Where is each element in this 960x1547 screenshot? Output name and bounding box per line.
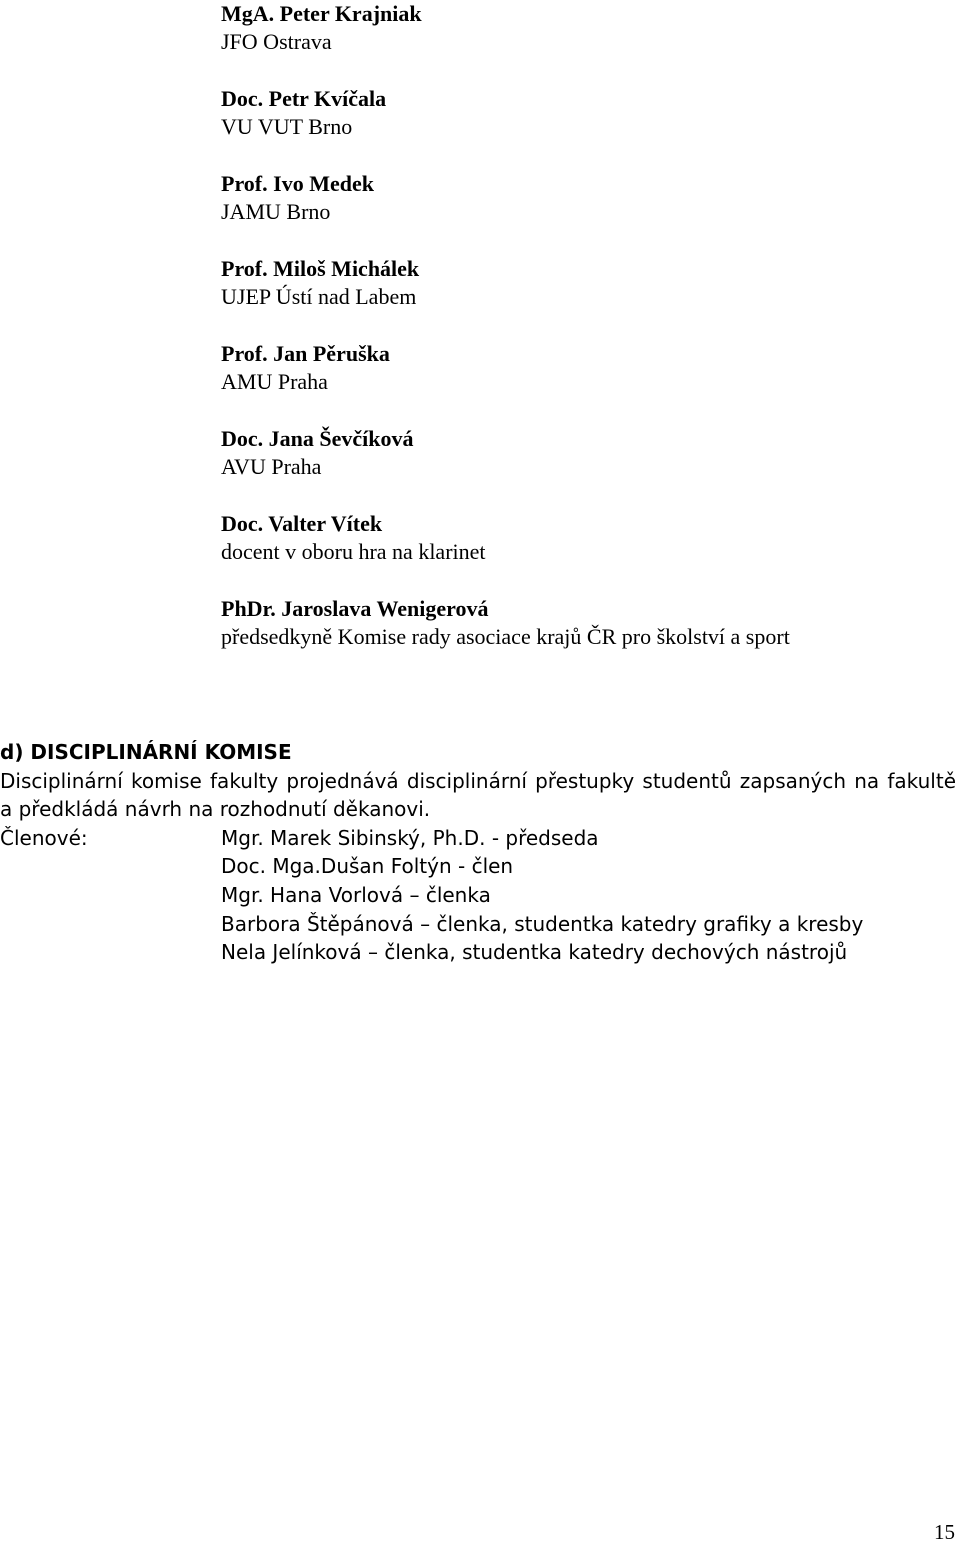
roster-entry: Doc. Mga.Dušan Foltýn - člen <box>221 854 514 879</box>
member-name: Prof. Ivo Medek <box>221 171 374 196</box>
roster-row <box>0 881 960 910</box>
roster-row <box>0 852 960 881</box>
section-heading: d) DISCIPLINÁRNÍ KOMISE <box>0 740 292 764</box>
page-number: 15 <box>934 1520 955 1544</box>
member-entry <box>221 170 941 226</box>
members-label: Členové: <box>0 825 88 850</box>
member-affiliation: předsedkyně Komise rady asociace krajů ČR pro školství a sport <box>221 624 790 649</box>
member-entry <box>221 510 941 566</box>
member-affiliation: AVU Praha <box>221 454 322 479</box>
member-affiliation: UJEP Ústí nad Labem <box>221 284 417 309</box>
section-description: Disciplinární komise fakulty projednává disciplinární přestupky studentů zapsaných na fakultě a předkládá návrh na rozhodnutí děkanovi. <box>0 768 956 822</box>
roster-row <box>0 824 960 853</box>
member-affiliation: docent v oboru hra na klarinet <box>221 539 486 564</box>
roster-row <box>0 910 960 939</box>
roster-row <box>0 938 960 967</box>
member-affiliation: AMU Praha <box>221 369 328 394</box>
member-affiliation: JAMU Brno <box>221 199 331 224</box>
member-name: PhDr. Jaroslava Wenigerová <box>221 596 489 621</box>
member-name: Prof. Jan Pěruška <box>221 341 390 366</box>
member-affiliation: VU VUT Brno <box>221 114 353 139</box>
roster-entry: Mgr. Marek Sibinský, Ph.D. - předseda <box>221 825 599 850</box>
member-entry <box>221 595 941 651</box>
roster-entry: Nela Jelínková – členka, studentka katedry dechových nástrojů <box>221 940 848 965</box>
roster-entry: Mgr. Hana Vorlová – členka <box>221 882 491 907</box>
disciplinary-committee-section <box>0 738 960 967</box>
committee-member-list <box>221 0 941 680</box>
roster-entry: Barbora Štěpánová – členka, studentka katedry grafiky a kresby <box>221 911 864 936</box>
member-name: MgA. Peter Krajniak <box>221 1 422 26</box>
member-name: Doc. Valter Vítek <box>221 511 383 536</box>
member-name: Doc. Petr Kvíčala <box>221 86 387 111</box>
member-entry <box>221 425 941 481</box>
member-entry <box>221 0 941 56</box>
member-entry <box>221 255 941 311</box>
member-entry <box>221 340 941 396</box>
member-affiliation: JFO Ostrava <box>221 29 332 54</box>
member-name: Prof. Miloš Michálek <box>221 256 420 281</box>
member-name: Doc. Jana Ševčíková <box>221 426 414 451</box>
member-entry <box>221 85 941 141</box>
